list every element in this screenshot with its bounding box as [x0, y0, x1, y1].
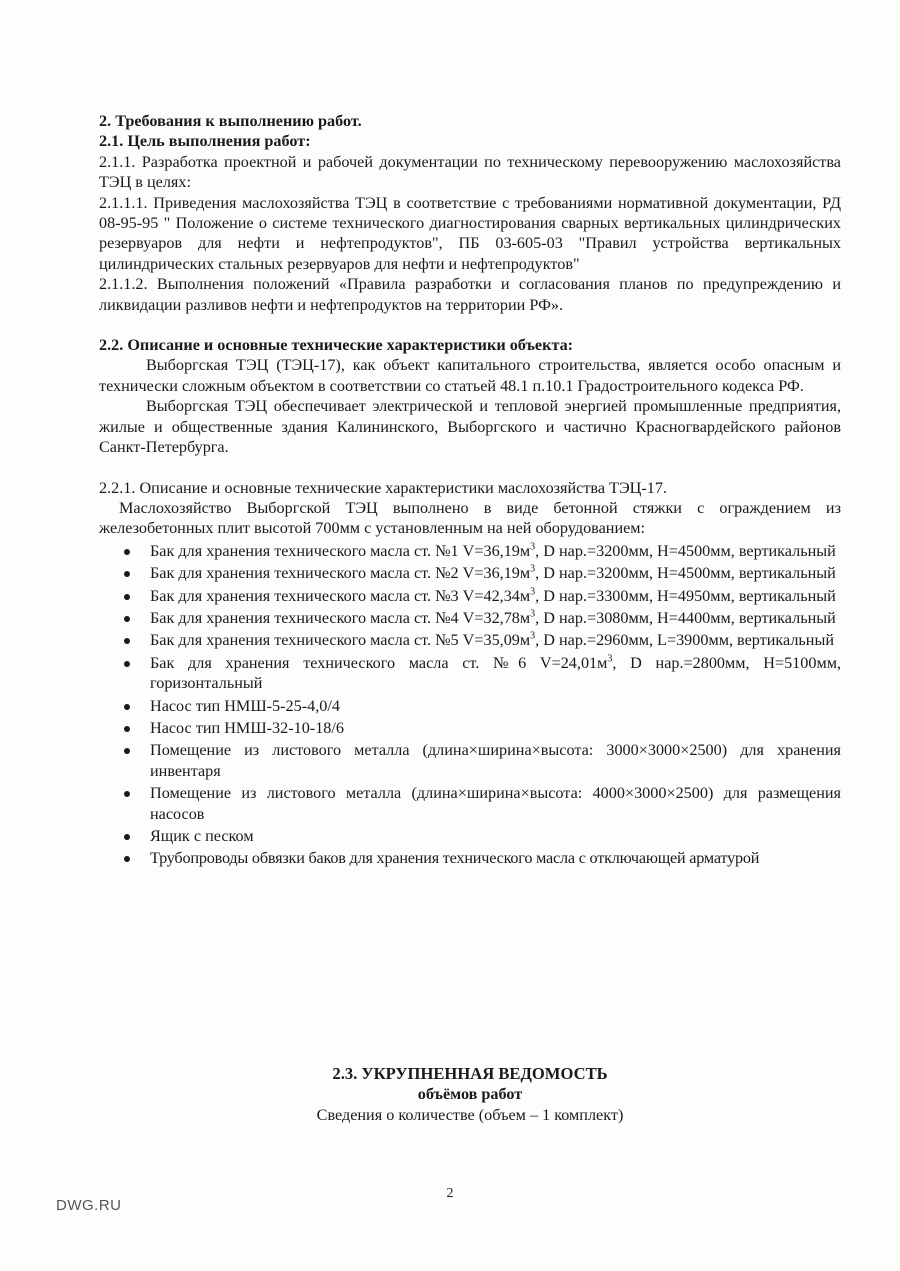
tank-item [99, 541, 841, 561]
superscript: 3 [530, 541, 536, 553]
tank-item [99, 608, 841, 628]
page-content [99, 111, 841, 871]
equipment-list [99, 541, 841, 869]
bullet-icon [124, 594, 130, 600]
tank-text: Бак для хранения технического масла ст. №4 V=32,78м [150, 608, 531, 627]
section-2-3-note: Сведения о количестве (объем – 1 комплект) [316, 1105, 624, 1124]
bullet-icon [124, 571, 130, 577]
equipment-item [99, 718, 841, 738]
bullet-icon [124, 834, 130, 840]
bullet-icon [124, 616, 130, 622]
section-2-3-title: 2.3. УКРУПНЕННАЯ ВЕДОМОСТЬ [332, 1064, 608, 1083]
section-2-2-1-paragraph: Маслохозяйство Выборгской ТЭЦ выполнено в виде бетонной стяжки с ограждением из железобетонных плит высотой 700мм с установленным на ней оборудованием: [99, 498, 841, 538]
superscript: 3 [530, 563, 536, 575]
tank-text: Бак для хранения технического масла ст. №3 V=42,34м [150, 586, 531, 605]
bullet-icon [124, 704, 130, 710]
bullet-icon [124, 726, 130, 732]
equipment-text: Помещение из листового металла (длина×ширина×высота: 3000×3000×2500) для хранения инвентаря [150, 741, 841, 780]
section-2-1-1-1-text: 2.1.1.1. Приведения маслохозяйства ТЭЦ в соответствие с требованиями нормативной документации, РД 08-95-95 " Положение о системе технического диагностирования сварных вертикальных цилиндрических резервуаров для нефти и нефтепродуктов", ПБ 03-605-03 "Правил устройства вертикальных цилиндрических стальных резервуаров для нефти и нефтепродуктов" [99, 193, 841, 273]
section-2-1-heading: 2.1. Цель выполнения работ: [99, 132, 311, 151]
equipment-item [99, 783, 841, 824]
tank-text-rest: , D нар.=2960мм, L=3900мм, вертикальный [535, 631, 834, 650]
superscript: 3 [530, 630, 536, 642]
watermark-text: DWG.RU [56, 1197, 122, 1214]
equipment-item [99, 848, 841, 868]
bullet-icon [124, 549, 130, 555]
section-2-3-subtitle: объёмов работ [417, 1085, 523, 1104]
equipment-text: Насос тип НМШ-5-25-4,0/4 [150, 696, 340, 715]
section-2-1-1-text: 2.1.1. Разработка проектной и рабочей документации по техническому перевооружению маслохозяйства ТЭЦ в целях: [99, 152, 841, 192]
superscript: 3 [530, 586, 536, 598]
spacer [99, 315, 841, 335]
superscript: 3 [530, 608, 536, 620]
bullet-icon [124, 661, 130, 667]
section-2-1-1-2-text: 2.1.1.2. Выполнения положений «Правила разработки и согласования планов по предупреждению и ликвидации разливов нефти и нефтепродуктов на территории РФ». [99, 275, 841, 314]
section-2-2-1-heading: 2.2.1. Описание и основные технические характеристики маслохозяйства ТЭЦ-17. [99, 478, 667, 497]
equipment-text: Помещение из листового металла (длина×ширина×высота: 4000×3000×2500) для размещения насосов [150, 784, 841, 823]
tank-text: Бак для хранения технического масла ст. №5 V=35,09м [150, 631, 531, 650]
tank-text: Бак для хранения технического масла ст. №2 V=36,19м [150, 564, 531, 583]
tank-text-rest: , D нар.=3200мм, H=4500мм, вертикальный [535, 564, 836, 583]
section-2-2-heading: 2.2. Описание и основные технические характеристики объекта: [99, 336, 574, 355]
bullet-icon [124, 638, 130, 644]
equipment-text: Ящик с песком [150, 827, 254, 845]
equipment-item [99, 696, 841, 716]
tank-text-rest: , D нар.=2800мм, H=5100мм, горизонтальный [150, 653, 841, 693]
superscript: 3 [607, 653, 613, 665]
tank-item [99, 563, 841, 583]
equipment-text: Насос тип НМШ-32-10-18/6 [150, 718, 344, 737]
tank-item [99, 653, 841, 694]
equipment-item [99, 740, 841, 781]
tank-text-rest: , D нар.=3200мм, H=4500мм, вертикальный [535, 541, 836, 560]
bullet-icon [124, 791, 130, 797]
equipment-item [99, 826, 841, 846]
tank-item [99, 630, 841, 650]
section-2-heading: 2. Требования к выполнению работ. [99, 112, 362, 130]
tank-item [99, 586, 841, 606]
bullet-icon [124, 748, 130, 754]
tank-text-rest: , D нар.=3080мм, H=4400мм, вертикальный [535, 608, 836, 627]
page-number: 2 [446, 1186, 454, 1201]
spacer [99, 458, 841, 478]
equipment-text: Трубопроводы обвязки баков для хранения технического масла с отключающей арматурой [150, 849, 760, 868]
bullet-icon [124, 856, 130, 862]
section-2-2-paragraph-2: Выборгская ТЭЦ обеспечивает электрической и тепловой энергией промышленные предприятия, жилые и общественные здания Калининского, Выборгского и частично Красногвардейского районов Санкт-Петербурга. [99, 397, 841, 457]
tank-text: Бак для хранения технического масла ст. №1 V=36,19м [150, 541, 531, 560]
tank-text: Бак для хранения технического масла ст. №6 V=24,01м [150, 653, 608, 672]
section-2-2-paragraph-1: Выборгская ТЭЦ (ТЭЦ-17), как объект капитального строительства, является особо опасным и технически сложным объектом в соответствии со статьей 48.1 п.10.1 Градостроительного кодекса РФ. [99, 356, 841, 395]
tank-text-rest: , D нар.=3300мм, H=4950мм, вертикальный [535, 586, 836, 605]
section-2-3-block [99, 1064, 841, 1125]
